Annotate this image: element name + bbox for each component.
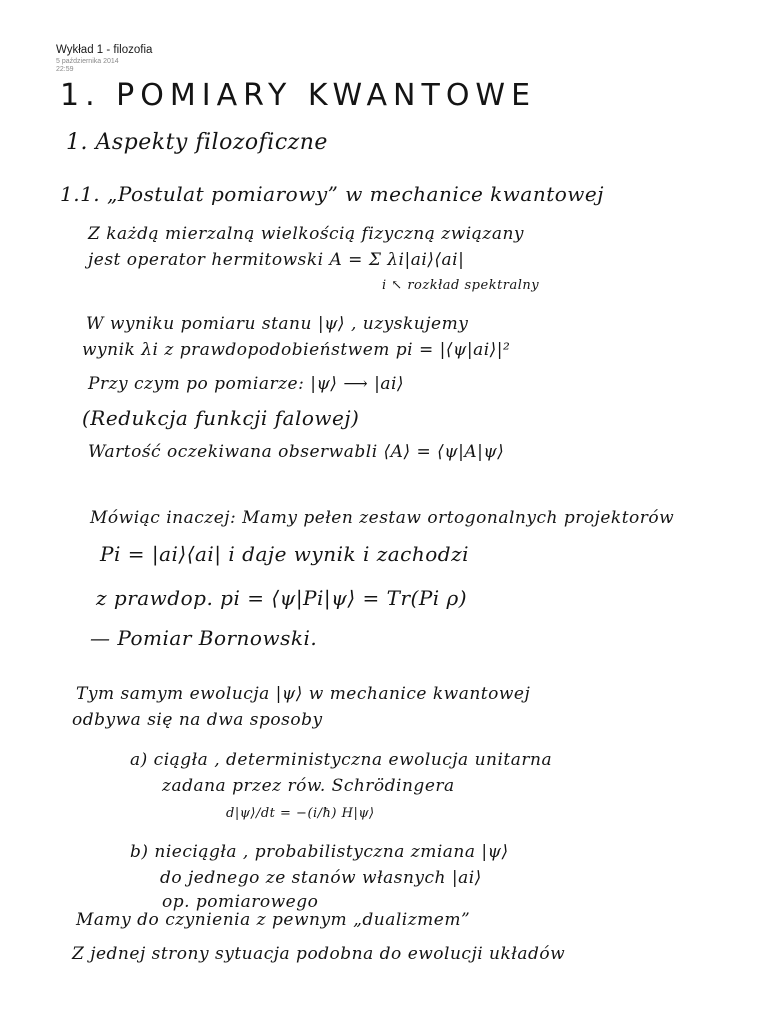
note-title[interactable]: Wykład 1 - filozofia <box>56 44 153 56</box>
note-line: Tym samym ewolucja |ψ⟩ w mechanice kwantowej <box>76 684 531 704</box>
subheading-measurement-postulate: 1.1. „Postulat pomiarowy” w mechanice kwantowej <box>60 182 604 206</box>
note-time: 22:59 <box>56 66 74 73</box>
note-line: wynik λi z prawdopodobieństwem pi = |⟨ψ|ai⟩|² <box>82 340 511 360</box>
note-line: z prawdop. pi = ⟨ψ|Pi|ψ⟩ = Tr(Pi ρ) <box>96 586 468 610</box>
note-line: Z jednej strony sytuacja podobna do ewolucji układów <box>72 944 566 964</box>
heading-quantum-measurements: 1. POMIARY KWANTOWE <box>60 78 537 113</box>
note-line: Przy czym po pomiarze: |ψ⟩ ⟶ |ai⟩ <box>88 374 405 394</box>
note-line: b) nieciągła , probabilistyczna zmiana |ψ⟩ <box>130 842 509 862</box>
note-date: 5 października 2014 <box>56 58 119 65</box>
note-header <box>56 42 716 74</box>
note-line: jest operator hermitowski A = Σ λi|ai⟩⟨ai| <box>88 250 465 270</box>
note-line: op. pomiarowego <box>162 892 319 912</box>
note-line: do jednego ze stanów własnych |ai⟩ <box>160 868 482 888</box>
note-line: Wartość oczekiwana obserwabli ⟨A⟩ = ⟨ψ|A|ψ⟩ <box>88 442 505 462</box>
heading-philosophical-aspects: 1. Aspekty filozoficzne <box>66 130 328 155</box>
note-line: Pi = |ai⟩⟨ai| i daje wynik i zachodzi <box>100 542 470 566</box>
note-line: a) ciągła , deterministyczna ewolucja unitarna <box>130 750 553 770</box>
note-line: Mówiąc inaczej: Mamy pełen zestaw ortogonalnych projektorów <box>90 508 675 528</box>
note-formula-schrodinger: d|ψ⟩/dt = −(i/ħ) H|ψ⟩ <box>226 806 375 821</box>
note-line: Mamy do czynienia z pewnym „dualizmem” <box>76 910 471 930</box>
note-line: odbywa się na dwa sposoby <box>72 710 323 730</box>
note-line: zadana przez rów. Schrödingera <box>162 776 455 796</box>
note-line: W wyniku pomiaru stanu |ψ⟩ , uzyskujemy <box>86 314 469 334</box>
note-line: (Redukcja funkcji falowej) <box>82 406 360 430</box>
note-line: — Pomiar Bornowski. <box>90 626 318 650</box>
note-line: Z każdą mierzalną wielkością fizyczną związany <box>88 224 525 244</box>
note-annotation-spectral: i ↖ rozkład spektralny <box>382 278 540 293</box>
